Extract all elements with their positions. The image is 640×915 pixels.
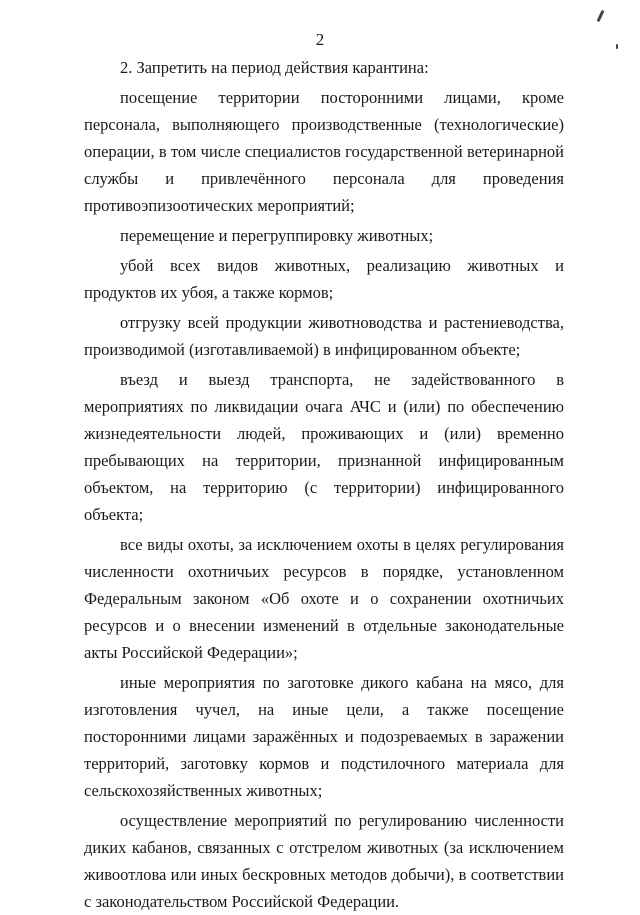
prohibition-item: осуществление мероприятий по регулированию численности диких кабанов, связанных с отстрелом животных (за исключением живоотлова или иных бескровных методов добычи), в соответствии с законодательством Российской Федерации. (84, 811, 564, 911)
section-intro: 2. Запретить на период действия карантина: (120, 58, 429, 77)
prohibition-item: посещение территории посторонними лицами, кроме персонала, выполняющего производственные (технологические) операции, в том числе специалистов государственной ветеринарной службы и привлечённого персонала для проведения противоэпизоотических мероприятий; (84, 88, 564, 215)
prohibition-item: все виды охоты, за исключением охоты в целях регулирования численности охотничьих ресурсов в порядке, установленном Федеральным законом «Об охоте и о сохранении охотничьих ресурсов и о внесении изменений в отдельные законодательные акты Российской Федерации»; (84, 535, 564, 662)
prohibition-item: въезд и выезд транспорта, не задействованного в мероприятиях по ликвидации очага АЧС и (или) по обеспечению жизнедеятельности людей, проживающих и (или) временно пребывающих на территории, признанной инфицированным объектом, на территорию (с территории) инфицированного объекта; (84, 370, 564, 524)
prohibition-item: убой всех видов животных, реализацию животных и продуктов их убоя, а также кормов; (84, 256, 564, 302)
prohibition-item: отгрузку всей продукции животноводства и растениеводства, производимой (изготавливаемой) в инфицированном объекте; (84, 313, 564, 359)
prohibition-item: иные мероприятия по заготовке дикого кабана на мясо, для изготовления чучел, на иные цели, а также посещение посторонними лицами заражённых и подозреваемых в заражении территорий, заготовку кормов и подстилочного материала для сельскохозяйственных животных; (84, 673, 564, 800)
scan-artifact-mark (597, 10, 605, 22)
prohibition-item: перемещение и перегруппировку животных; (120, 226, 434, 245)
document-body (84, 54, 564, 915)
page-number: 2 (315, 30, 325, 49)
